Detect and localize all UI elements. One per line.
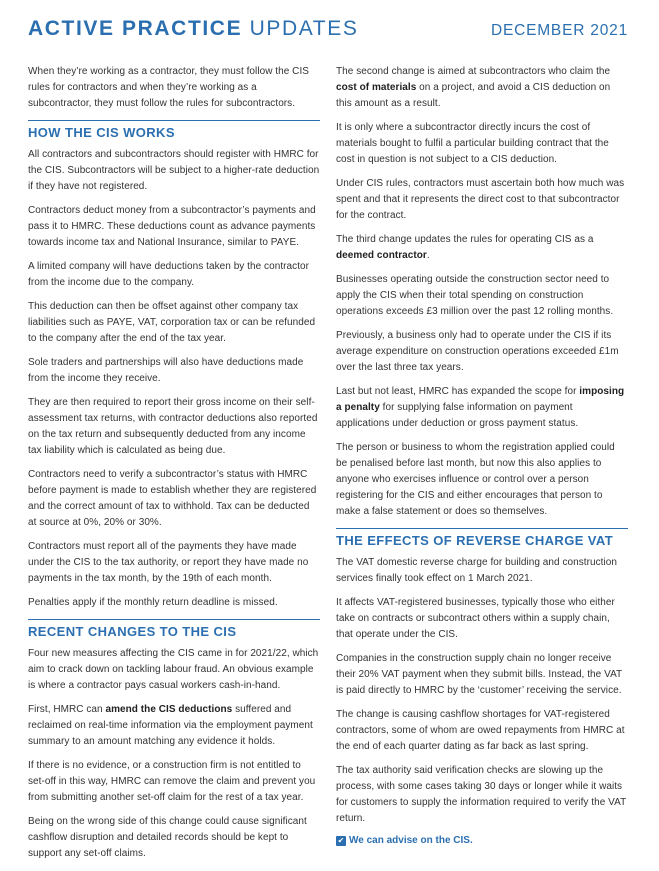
- paragraph: It affects VAT-registered businesses, typically those who either take on contracts or subcontract others within a supply chain, that operate under the CIS.: [336, 597, 615, 640]
- text-span: The second change is aimed at subcontractors who claim the: [336, 66, 611, 77]
- title-light: UPDATES: [249, 17, 359, 40]
- paragraph: The person or business to whom the registration applied could be penalised before last month, but now this also applies to anyone who exercises influence or control over a person registering for the CIS and either encourages that person to make a false statement or does so themselves.: [336, 442, 615, 517]
- paragraph: This deduction can then be offset against other company tax liabilities such as PAYE, VAT, corporation tax or can be refunded to the company after the end of the tax year.: [28, 301, 316, 344]
- paragraph: The VAT domestic reverse charge for building and construction services finally took effect on 1 March 2021.: [336, 557, 617, 584]
- paragraph: Four new measures affecting the CIS came in for 2021/22, which aim to crack down on tackling labour fraud. An obvious example is where a contractor pays casual workers cash-in-hand.: [28, 648, 319, 691]
- heading-reverse-charge-vat: THE EFFECTS OF REVERSE CHARGE VAT: [336, 528, 628, 548]
- text-span: The third change updates the rules for operating CIS as a: [336, 234, 594, 245]
- paragraph: All contractors and subcontractors should register with HMRC for the CIS. Subcontractors will be subject to a higher-rate deduction if they have not registered.: [28, 149, 320, 192]
- paragraph: The change is causing cashflow shortages for VAT-registered contractors, some of whom are owed repayments from HMRC at the end of each quarter dating as far back as last spring.: [336, 709, 625, 752]
- right-column: [336, 64, 628, 846]
- paragraph: Companies in the construction supply chain no longer receive their 20% VAT payment when they submit bills. Instead, the VAT is paid directly to HMRC by the ‘customer’ receiving the service.: [336, 653, 623, 696]
- paragraph: Being on the wrong side of this change could cause significant cashflow disruption and detailed records should be kept to support any set-off claims.: [28, 816, 307, 859]
- paragraph: Previously, a business only had to operate under the CIS if its average expenditure on construction operations exceeded £1m over the last three tax years.: [336, 330, 619, 373]
- issue-date: DECEMBER 2021: [490, 22, 628, 39]
- text-span: Last but not least, HMRC has expanded the scope for: [336, 386, 580, 397]
- paragraph: [336, 384, 628, 432]
- bold-phrase: amend the CIS deductions: [105, 704, 233, 715]
- heading-recent-changes: RECENT CHANGES TO THE CIS: [28, 619, 320, 639]
- bold-phrase: imposing a penalty: [336, 386, 625, 413]
- newsletter-title: [28, 17, 358, 41]
- text-span: on a project, and avoid a CIS deduction on this amount as a result.: [336, 82, 611, 109]
- text-span: .: [426, 250, 430, 261]
- paragraph: It is only where a subcontractor directly incurs the cost of materials bought to fulfil a particular building contract that the cost in question is not subject to a CIS deduction.: [336, 122, 609, 165]
- paragraph: The tax authority said verification checks are slowing up the process, with some cases taking 30 days or longer while it waits for customers to supply the information required to verify the VAT return.: [336, 765, 627, 824]
- paragraph: A limited company will have deductions taken by the contractor from the income due to the company.: [28, 261, 310, 288]
- paragraph: [28, 702, 320, 750]
- heading-how-cis-works: HOW THE CIS WORKS: [28, 120, 320, 140]
- title-bold: ACTIVE PRACTICE: [28, 17, 243, 40]
- paragraph: If there is no evidence, or a construction firm is not entitled to set-off in this way, HMRC can remove the claim and prevent you from submitting another set-off claim for the rest of a tax year.: [28, 760, 316, 803]
- paragraph: Businesses operating outside the construction sector need to apply the CIS when their total spending on construction operations exceeds £3 million over the past 12 rolling months.: [336, 274, 614, 317]
- intro-paragraph: When they’re working as a contractor, they must follow the CIS rules for contractors and when they’re working as a subcontractor, they must follow the rules for subcontractors.: [28, 66, 309, 109]
- text-span: for supplying false information on payment applications under deduction or gross payment status.: [336, 402, 579, 429]
- paragraph: [336, 64, 628, 112]
- advise-callout: [336, 835, 628, 846]
- text-span: suffered and reclaimed on real-time information via the employment payment summary to an amount matching any evidence it holds.: [28, 704, 313, 747]
- bold-phrase: deemed contractor: [336, 250, 427, 261]
- paragraph: [336, 232, 628, 264]
- paragraph: They are then required to report their gross income on their self-assessment tax returns, with contractor deductions also reported on the tax return and subsequently deducted from any income tax liability which is calculated as being due.: [28, 397, 318, 456]
- paragraph: Penalties apply if the monthly return deadline is missed.: [28, 597, 278, 608]
- left-column: [28, 64, 320, 870]
- advise-text: We can advise on the CIS.: [349, 835, 473, 846]
- checkbox-icon: ✔: [337, 835, 345, 845]
- paragraph: Contractors deduct money from a subcontractor’s payments and pass it to HMRC. These deductions count as advance payments towards income tax and National Insurance, similar to PAYE.: [28, 205, 316, 248]
- paragraph: Contractors need to verify a subcontractor’s status with HMRC before payment is made to establish whether they are registered and the correct amount of tax to withhold. Tax can be deducted at source at 0%, 20% or 30%.: [28, 469, 317, 528]
- paragraph: Contractors must report all of the payments they have made under the CIS to the tax authority, or report they have made no payments in the tax month, by the 19th of each month.: [28, 541, 309, 584]
- bold-phrase: cost of materials: [336, 82, 417, 93]
- text-span: First, HMRC can: [28, 704, 106, 715]
- paragraph: Sole traders and partnerships will also have deductions made from the income they receive.: [28, 357, 304, 384]
- page-header: [28, 17, 628, 45]
- paragraph: Under CIS rules, contractors must ascertain both how much was spent and that it represents the direct cost to that subcontractor for the contract.: [336, 178, 625, 221]
